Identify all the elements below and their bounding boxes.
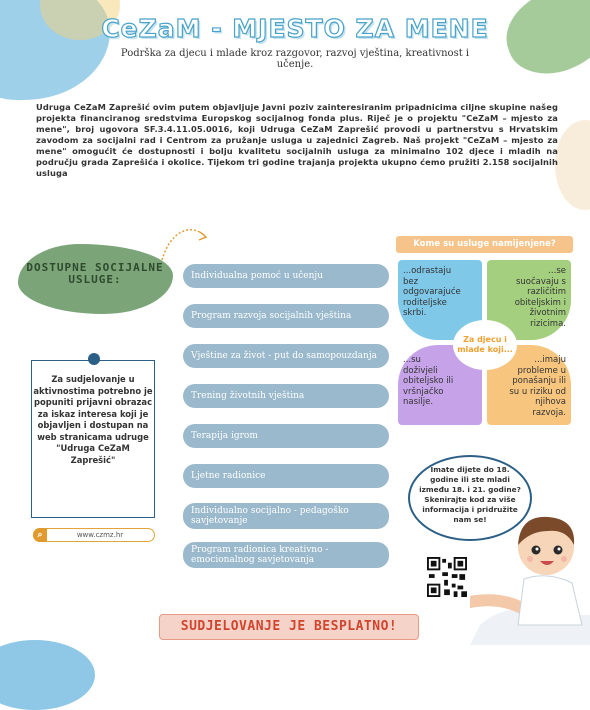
intro-paragraph: Udruga CeZaM Zaprešić ovim putem objavljuje Javni poziv zainteresiranim pripadnicima ciljne skupine našeg projekta financiranog sredstvima Europskog socijalnog fonda plus. Riječ je o projektu "CeZaM – mjesto za mene", broj ugovora SF.3.4.11.05.0016, koji Udruga CeZaM Zaprešić provodi u partnerstvu s Hrvatskim zavodom za socijalni rad i Centrom za pružanje usluga u zajednici Zagreb. Naš projekt "CeZaM – mjesto za mene" omogućit će dostupnosti i bolju kvalitetu socijalnih usluga za minimalno 102 djece i mladih na području grada Zaprešića i okolice. Tijekom tri godine trajanja projekta ukupno ćemo pružiti 2.158 socijalnih usluga [36,102,558,178]
service-item: Ljetne radionice [183,464,389,488]
service-item: Terapija igrom [183,424,389,448]
page-title: CeZaM - MJESTO ZA MENE [101,14,489,43]
child-illustration [470,505,590,645]
service-item: Individualna pomoć u učenju [183,264,389,288]
service-item: Individualno socijalno - pedagoško savjetovanje [183,503,389,529]
free-participation-banner: SUDJELOVANJE JE BESPLATNO! [159,614,419,640]
service-item: Program razvoja socijalnih vještina [183,304,389,328]
decorative-blob [0,640,95,710]
service-item: Program radionica kreativno - emocionalnog savjetovanja [183,542,389,568]
decorative-blob [495,0,590,86]
pin-icon [88,353,100,365]
target-group-item: ...se suočavaju s različitim obiteljskim i životnim rizicima. [487,260,571,340]
arrow-icon [160,222,220,262]
decorative-blob [555,120,590,210]
page-subtitle: Podrška za djecu i mlade kroz razgovor, razvoj vještina, kreativnost i učenje. [120,48,470,70]
services-label: DOSTUPNE SOCIJALNE USLUGE: [26,261,164,286]
service-item: Vještine za život - put do samopouzdanja [183,344,389,368]
service-item: Trening životnih vještina [183,384,389,408]
website-link[interactable]: www.czmz.hr [76,531,124,539]
target-group-heading: Kome su usluge namijenjene? [396,236,573,253]
qr-code-icon[interactable] [427,557,467,597]
speech-bubble-text: Imate dijete do 18. godine ili ste mladi između 18. i 21. godine? Skenirajte kod za više informacija i pridružite nam se! [419,465,521,524]
target-group-center: Za djecu i mlade koji... [453,320,517,370]
target-group-item: ...odrastaju bez odgovarajuće roditeljske skrbi. [398,260,482,340]
target-group-item: ...su doživjeli obiteljsko ili vršnjačko nasilje. [398,345,482,425]
target-group-item: ...imaju probleme u ponašanju ili su u riziku od njihova razvoja. [487,345,571,425]
info-text: Za sudjelovanje u aktivnostima potrebno je popuniti prijavni obrazac za iskaz interesa koji je objavljen i dostupan na web stranicama udruge "Udruga CeZaM Zaprešić" [33,374,153,465]
search-icon: ⌕ [33,528,47,542]
